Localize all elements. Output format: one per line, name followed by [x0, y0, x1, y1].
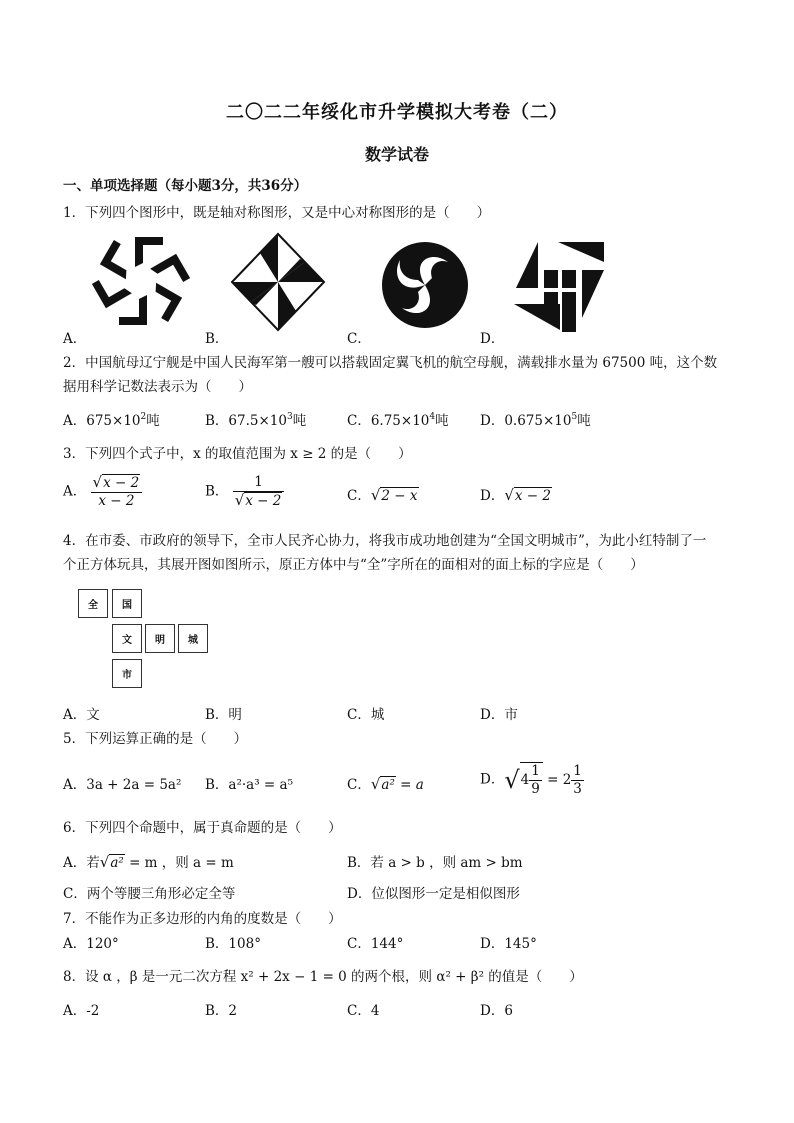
q5-option-b: B．a²·a³ = a⁵ [205, 777, 293, 793]
q1-figure-d-shapes [512, 240, 606, 334]
q2-option-a: A．$675\times 10^2$吨 [63, 412, 160, 429]
q3-stem: 3．下列四个式子中，x 的取值范围为 x ≥ 2 的是（ ） [63, 446, 412, 462]
q7-option-d: D．145° [480, 936, 537, 952]
q6-option-d: D．位似图形一定是相似图形 [347, 886, 520, 902]
q5-option-a: A．3a + 2a = 5a² [63, 777, 182, 793]
q7-option-c: C．144° [347, 936, 404, 952]
q4-option-a: A．文 [63, 707, 100, 723]
q7-option-b: B．108° [205, 936, 261, 952]
q8-option-b: B．2 [205, 1003, 238, 1019]
q7-option-a: A．120° [63, 936, 119, 952]
q4-option-b: B．明 [205, 707, 242, 723]
q1-figure-a-pinwheel [92, 232, 190, 330]
net-cell-shi: 市 [112, 659, 142, 688]
q8-option-a: A．-2 [63, 1003, 100, 1019]
q4-option-d: D．市 [480, 707, 518, 723]
q3-option-c: C．√2 − x [347, 486, 418, 504]
q3-option-d: D．√x − 2 [480, 486, 551, 504]
q8-option-c: C．4 [347, 1003, 380, 1019]
q5-option-c: C．√a² = a [347, 775, 424, 793]
q1-figure-b-diamond [230, 232, 326, 332]
q2-stem-line2: 据用科学记数法表示为（ ） [63, 379, 252, 395]
net-cell-guo: 国 [112, 589, 142, 618]
net-cell-quan: 全 [78, 589, 108, 618]
q5-option-d: D．√4 $\frac{1}{9}$ = 2 $\frac{1}{3}$ [480, 762, 582, 797]
section-heading: 一、单项选择题（每小题3分，共36分） [63, 178, 308, 194]
q7-stem: 7．不能作为正多边形的内角的度数是（ ） [63, 911, 342, 927]
q6-stem: 6．下列四个命题中，属于真命题的是（ ） [63, 820, 342, 836]
q2-option-b: B．$67.5\times 10^3$吨 [205, 412, 307, 429]
q3-option-a: A． $\frac{√x - 2}{x - 2}$ [63, 474, 142, 510]
q6-option-b: B．若 a > b ，则 am > bm [347, 855, 523, 871]
q1-option-b: B． [205, 331, 229, 347]
q2-stem-line1: 2．中国航母辽宁舰是中国人民海军第一艘可以搭载固定翼飞机的航空母舰，满载排水量为 67500 吨，这个数 [63, 355, 718, 371]
net-cell-ming: 明 [145, 624, 175, 653]
q2-option-d: D．$0.675\times 10^5$吨 [480, 412, 591, 429]
q4-option-c: C．城 [347, 707, 385, 723]
exam-subtitle: 数学试卷 [364, 145, 429, 164]
q1-figure-c-tomoe [380, 240, 470, 330]
q8-option-d: D．6 [480, 1003, 513, 1019]
q3-option-b: B． $\frac{1}{√x - 2}$ [205, 474, 284, 510]
exam-title: 二〇二二年绥化市升学模拟大考卷（二） [226, 102, 568, 123]
q8-stem: 8．设 α ，β 是一元二次方程 x² + 2x − 1 = 0 的两个根，则 α² + β² 的值是（ ） [63, 969, 583, 985]
q4-stem-line2: 个正方体玩具，其展开图如图所示，原正方体中与“全”字所在的面相对的面上标的字应是（ ） [63, 557, 644, 573]
q4-stem-line1: 4．在市委、市政府的领导下，全市人民齐心协力，将我市成功地创建为“全国文明城市”，为此小红特制了一 [63, 533, 707, 549]
q1-option-a: A． [63, 331, 87, 347]
q2-option-c: C．$6.75\times 10^4$吨 [347, 412, 449, 429]
q1-option-d: D． [480, 331, 505, 347]
q6-option-a: A．若√a² = m ，则 a = m [63, 853, 234, 871]
q1-option-c: C． [347, 331, 371, 347]
net-cell-wen: 文 [112, 624, 142, 653]
net-cell-cheng: 城 [178, 624, 208, 653]
q6-option-c: C．两个等腰三角形必定全等 [63, 886, 236, 902]
q1-stem: 1．下列四个图形中，既是轴对称图形，又是中心对称图形的是（ ） [63, 205, 491, 221]
q5-stem: 5．下列运算正确的是（ ） [63, 731, 248, 747]
